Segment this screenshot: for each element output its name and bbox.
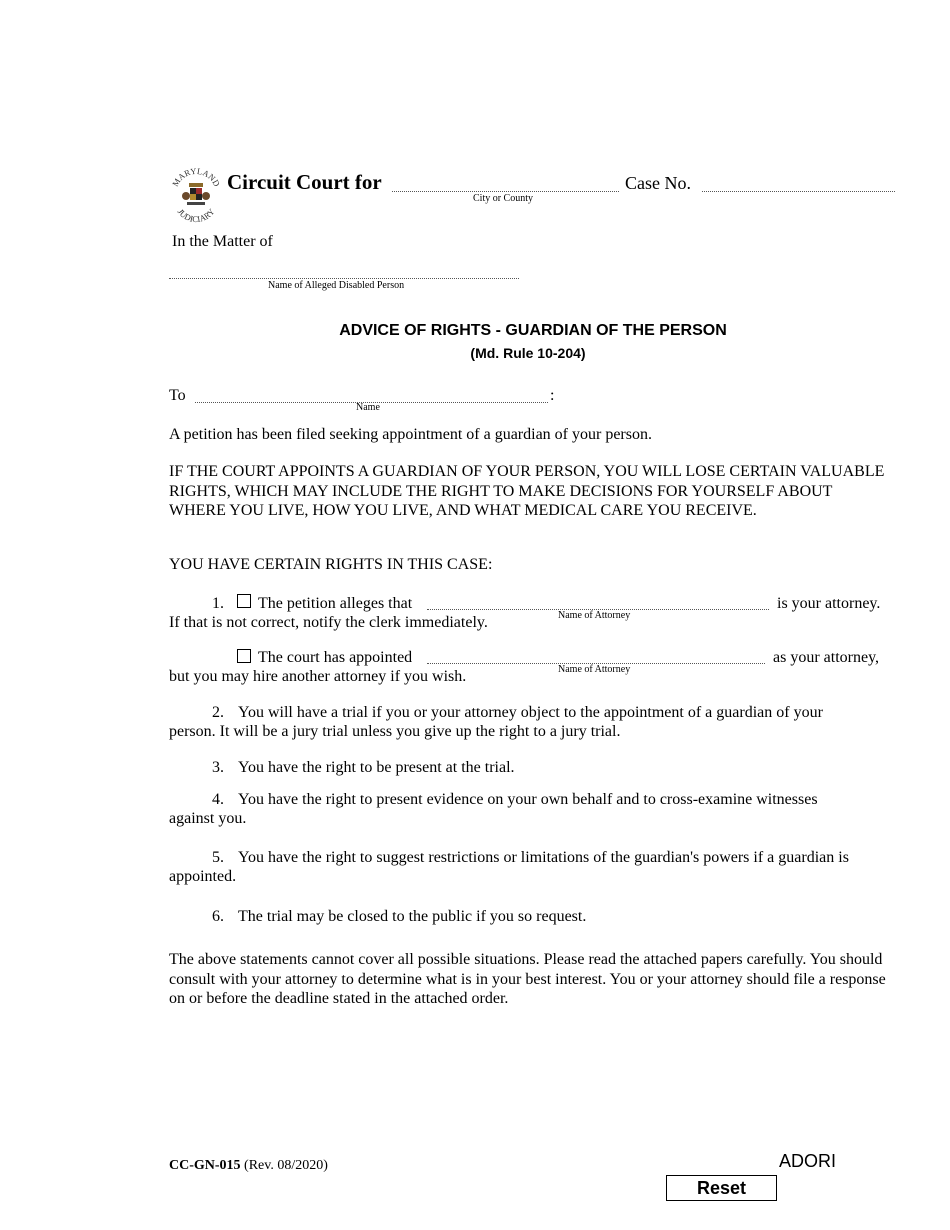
form-id-footer — [169, 1158, 328, 1174]
item-1b-line2: but you may hire another attorney if you wish. — [169, 668, 467, 685]
form-code: ADORI — [779, 1151, 837, 1171]
appointed-attorney-caption: Name of Attorney — [558, 664, 631, 675]
item-1-number: 1. — [212, 595, 224, 612]
to-label: To — [169, 387, 186, 404]
court-label: Circuit Court for — [227, 170, 382, 194]
item-1b-tail: as your attorney, — [773, 649, 880, 666]
svg-text:JUDICIARY — [176, 207, 217, 224]
city-county-field[interactable] — [392, 191, 619, 192]
case-no-field[interactable] — [702, 191, 895, 192]
disabled-person-caption: Name of Alleged Disabled Person — [268, 280, 405, 291]
item-4-line2: against you. — [169, 810, 247, 827]
item-5-line1: You have the right to suggest restrictions or limitations of the guardian's powers if a guardian is — [238, 849, 849, 866]
petition-alleges-checkbox[interactable] — [237, 594, 251, 608]
document-rule: (Md. Rule 10-204) — [470, 345, 586, 361]
form-revision: (Rev. 08/2020) — [244, 1158, 328, 1173]
item-3-number: 3. — [212, 759, 224, 776]
item-5-line2: appointed. — [169, 868, 237, 885]
seal-top-text: MARYLAND — [169, 166, 223, 189]
item-1b-lead: The court has appointed — [258, 649, 413, 666]
item-6-number: 6. — [212, 908, 224, 925]
item-3-text: You have the right to be present at the trial. — [238, 759, 515, 776]
item-1a-tail: is your attorney. — [777, 595, 881, 612]
court-appointed-checkbox[interactable] — [237, 649, 251, 663]
item-1a-lead: The petition alleges that — [258, 595, 413, 612]
case-no-label: Case No. — [625, 173, 691, 193]
matter-label: In the Matter of — [172, 233, 273, 250]
item-2-number: 2. — [212, 704, 224, 721]
item-1a-line2: If that is not correct, notify the clerk immediately. — [169, 614, 488, 631]
seal-bottom-text: JUDICIARY — [175, 206, 217, 224]
disabled-person-name-field[interactable] — [169, 278, 519, 279]
city-county-caption: City or County — [473, 193, 534, 204]
to-colon: : — [550, 387, 555, 404]
item-2-line1: You will have a trial if you or your attorney object to the appointment of a guardian of your — [238, 704, 823, 721]
intro-text: A petition has been filed seeking appointment of a guardian of your person. — [169, 426, 652, 443]
item-5-number: 5. — [212, 849, 224, 866]
item-2-line2: person. It will be a jury trial unless you give up the right to a jury trial. — [169, 723, 621, 740]
alleged-attorney-caption: Name of Attorney — [558, 610, 631, 621]
to-name-caption: Name — [356, 402, 380, 413]
form-id: CC-GN-015 — [169, 1158, 241, 1173]
document-title: ADVICE OF RIGHTS - GUARDIAN OF THE PERSON — [339, 322, 727, 339]
maryland-judiciary-seal — [168, 166, 224, 224]
warning-text: IF THE COURT APPOINTS A GUARDIAN OF YOUR PERSON, YOU WILL LOSE CERTAIN VALUABLE RIGHTS, WHICH MAY INCLUDE THE RIGHT TO MAKE DECISIONS FOR YOURSELF ABOUT WHERE YOU LIVE, HOW YOU LIVE, AND WHAT MEDICAL CARE YOU RECEIVE. — [169, 463, 885, 519]
item-4-number: 4. — [212, 791, 224, 808]
item-4-line1: You have the right to present evidence on your own behalf and to cross-examine witnesses — [238, 791, 818, 808]
reset-button[interactable]: Reset — [666, 1175, 777, 1201]
closing-text: The above statements cannot cover all possible situations. Please read the attached papers carefully. You should consult with your attorney to determine what is in your best interest. You or your attorney should file a response on or before the deadline stated in the attached order. — [169, 951, 886, 1007]
rights-heading: YOU HAVE CERTAIN RIGHTS IN THIS CASE: — [169, 556, 493, 573]
item-6-text: The trial may be closed to the public if you so request. — [238, 908, 587, 925]
